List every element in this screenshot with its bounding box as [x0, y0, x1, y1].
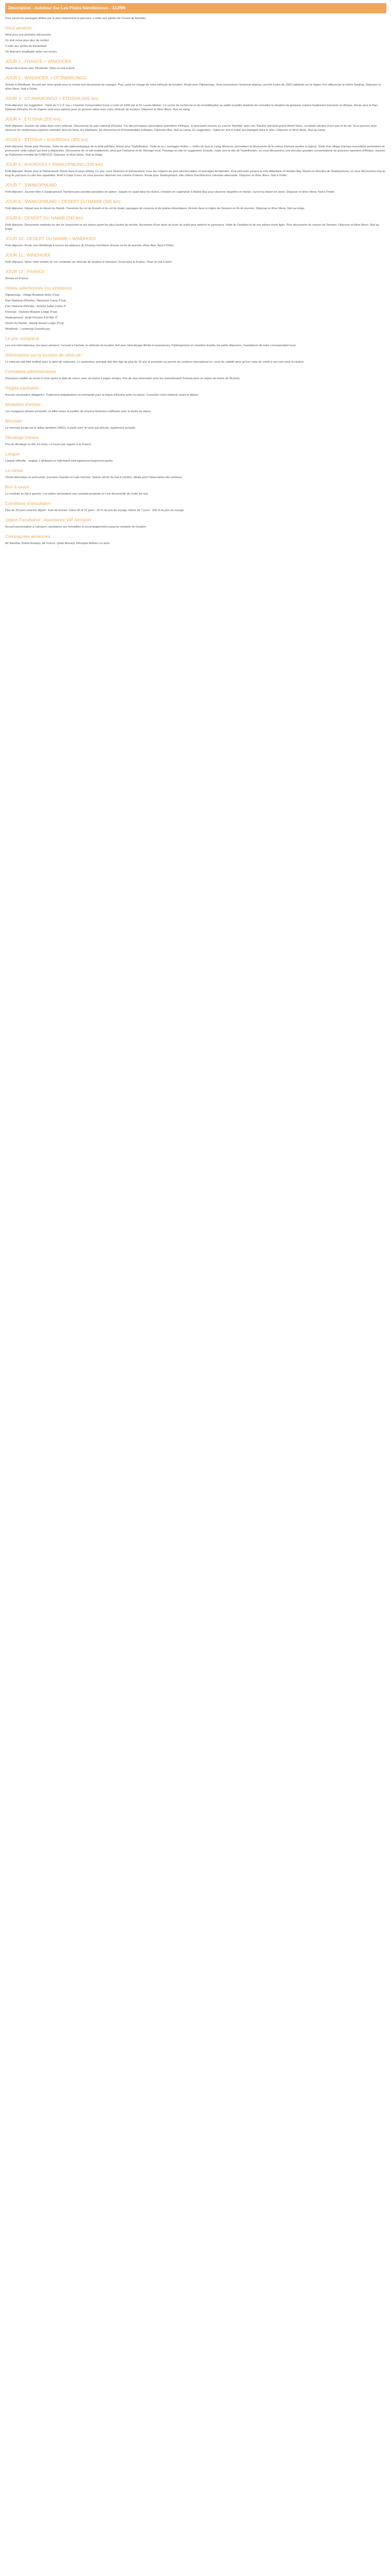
- day-text: Petit déjeuner. Route pour le Damaraland. Route dans le pays Himba. Ce jour, vous traversez le Damaraland, l'une des régions les plus spectaculaires et sauvages de Namibie. Puis poursuite jusqu'à la côte Atlantique et Henties Bay. Route en direction de Swakopmund, où vous découvrirez tout au long du parcours la côte des squelettes. Arrêt à Cape Cross, où vous pourrez observer une colonie d'otaries. Route pour Swakopmund, ville côtière d'architecture coloniale allemande. Déjeuner et dîner libres. Nuit à l'hôtel.: [5, 170, 386, 177]
- intro-line: Un 4x4 inclus pour plus de confort: [5, 39, 49, 42]
- intro-line: Idéal pour une première découverte: [5, 33, 51, 37]
- day-heading: JOUR 12 : FRANCE: [5, 269, 45, 274]
- section-heading: Conditions d'annulation: [5, 501, 51, 506]
- day-text: Petit déjeuner. Départ vers le désert du Namib. Traversée du col de Kuiseb et du col de Gaub, paysages de canyons et de plaines désertiques. Arrivée dans la région de Sesriem en fin de journée. Déjeuner et dîner libres. Nuit au lodge.: [5, 207, 305, 210]
- day-heading: JOUR 1 : FRANCE > WINDHOEK: [5, 59, 72, 64]
- section-text: Windhoek : Londiningi Guesthouse: [5, 328, 50, 331]
- section-text: Climat désertique et semi-aride, journées chaudes et nuits fraîches. Saison sèche de mai à octobre, idéale pour l'observation des animaux.: [5, 476, 183, 479]
- section-text: Désert du Namib : Namib Desert Lodge 3*sup: [5, 322, 64, 325]
- page-title-banner: Description - Autotour Sur Les Pistes Namibiennes - 12J/9N: [5, 3, 386, 13]
- section-heading: Le climat: [5, 468, 23, 473]
- day-text: Petit déjeuner. Journée libre à Swakopmund. Nombreuses activités possibles en option : balade en quad dans les dunes, croisière en catamaran à Walvis Bay pour observer dauphins et otaries, survol du désert en avion. Déjeuner et dîner libres. Nuit à l'hôtel.: [5, 191, 335, 194]
- day-text: Petit déjeuner. Selon votre horaire de vol, restitution du véhicule de location à l'aéroport. Envol pour la France. Dîner et nuit à bord.: [5, 261, 172, 264]
- day-heading: JOUR 3 : OTJIWARONGO > ETOSHA (400 km): [5, 96, 99, 101]
- day-text: Petit déjeuner. Journée de safari dans votre véhicule. Découverte du parc national d'Etosha, l'un des principaux sanctuaires animaliers d'Afrique, et ponctuant mesure où s'est le 'Namibie' avec son 'Etosha' principal grand désert blanc, un dépôt calcaire d'une pan et de sel. Vous pourrez ainsi observer de nombreuses espèces animales dont les lions, les éléphants, les rhinocéros et d'innombrables antilopes. Déjeuner libre. Nuit au camp. En suggestion : Safari en 4x4 le matin accompagné dans le parc. Déjeuner et dîner libres. Nuit au camp.: [5, 125, 377, 132]
- section-heading: Formalités administratives: [5, 369, 56, 374]
- section-heading: Option Facultative : Assistance VIP Aéroport: [5, 517, 91, 522]
- day-text: Arrivée à Windhoek. Accueil par notre guide pour la remise des documents de voyages. Puis, prise en charge de votre véhicule de location. Route pour Otjiwarongo. Vous traverserez l'immense plateau, perché à plus de 1500 habitants sur la région d'un affluent de la rivière Swakop. Déjeuner et dîner libres. Nuit à l'hôtel.: [5, 83, 381, 91]
- section-text: Les vols internationaux, les taxes aéroport, l'accueil à l'arrivée, le véhicule de location 4x4 avec kilométrage illimité et assurances, l'hébergement en chambre double, les petits déjeuners, l'assistance de notre correspondant local.: [5, 344, 297, 347]
- info-sections: [5, 285, 386, 546]
- page: [0, 0, 391, 552]
- day-heading: JOUR 11 : WINDHOEK: [5, 252, 51, 258]
- section-text: La monnaie locale est le dollar namibien (NAD), à parité avec le rand sud-africain, également accepté.: [5, 427, 136, 430]
- day-heading: JOUR 2 : WINDHOEK > OTJIWARONGO: [5, 75, 87, 80]
- section-heading: Décalage horaire: [5, 435, 39, 440]
- section-text: Parc National d'Etosha : Etosha Safari Camp 3*: [5, 305, 67, 308]
- intro-block: [5, 16, 386, 54]
- day-text: Petit déjeuner. En suggestion : Visite du C.C.F. (ou « Cheetah Conservation Fund ») créé en 1990 par le Dr. Laurie Marker. Ce centre de recherche et de sensibilisation au public à public destinée de connaître la situation du guépard, espèce hautement menacée en Afrique. Route pour le Parc National d'Etosha. En fin d'après-midi vous partirez pour un premier safari avec votre véhicule de location. Déjeuner et dîner libres. Nuit au camp.: [5, 104, 378, 111]
- section-text: Le véhicule doit être restitué avec le plein de carburant. Le conducteur principal doit être âgé de plus de 23 ans et posséder un permis de conduire international en cours de validité ainsi qu'une carte de crédit à son nom pour la caution.: [5, 361, 305, 364]
- day-heading: JOUR 8 : SWAKOPMUND > DESERT DU NAMIB (300 km): [5, 199, 121, 204]
- section-heading: Vous aimerez :: [5, 25, 35, 30]
- day-text: Départ de France pour Windhoek. Dîner et nuit à bord.: [5, 67, 75, 70]
- day-heading: JOUR 9 : DESERT DU NAMIB (240 km): [5, 215, 84, 221]
- day-heading: JOUR 6 : KHORIXAS > SWAKOPMUND (330 km): [5, 162, 103, 167]
- section-text: Passeport valable au moins 6 mois après la date de retour, avec au moins 3 pages vierges. Pas de visa nécessaire pour les ressortissants français pour un séjour de moins de 90 jours.: [5, 377, 241, 380]
- section-heading: Modalités d'entrée :: [5, 402, 43, 407]
- day-text: Petit déjeuner. Route pour Khorixas. Visite du site paléontologique de la forêt pétrifiée. Route pour Twyfelfontein. Visite de la « montagne brûlée », forêts de lave et Living Museum, permettant la découverte de la culture Damara (ambre à région). Visite d'un village Damara reconstitué permettant de promouvoir cette culture qui tend à disparaître. Découverte de ce site traditionnel, ainsi que l'artisanat et de l'élevage local. Passage au site en suggestion. Ensuite, route vers le site de Twyfelfontein, où vous découvrirez une des plus grandes concentrations de gravures rupestres d'Afrique, classée au Patrimoine mondial de l'UNESCO. Déjeuner et dîner libres. Nuit au lodge.: [5, 145, 385, 157]
- section-text: Air Namibia, British Airways, Air France, Qatar Airways, Ethiopian Airlines ou autre.: [5, 542, 111, 545]
- section-heading: Informations sur la location de véhicule :: [5, 352, 84, 358]
- section-heading: Bon à savoir: [5, 484, 30, 489]
- day-heading: JOUR 7 : SWAKOPMUND: [5, 182, 57, 188]
- intro-line: 2 nuits aux portes du Kaokoland: [5, 45, 46, 48]
- itinerary: [5, 58, 386, 281]
- section-heading: Le prix comprend: [5, 336, 39, 341]
- section-text: Les voyageurs doivent présenter un billet retour et justifier de moyens financiers suffisants pour la durée du séjour.: [5, 410, 152, 413]
- day-heading: JOUR 10 : DESERT DU NAMIB > WINDHOEK: [5, 236, 96, 241]
- section-text: Aucune vaccination obligatoire. Traitement antipaludéen recommandé pour la région d'Etosha selon la saison. Consultez votre médecin avant le départ.: [5, 394, 199, 397]
- section-heading: Monnaie: [5, 418, 22, 423]
- day-heading: JOUR 4 : ETOSHA (200 km): [5, 116, 61, 122]
- section-text: Parc National d'Etosha : Namutoni Camp 3*sup: [5, 299, 66, 302]
- section-text: La conduite se fait à gauche. Les pistes nécessitent une conduite prudente et il est déconseillé de rouler de nuit.: [5, 493, 149, 496]
- section-heading: Langue: [5, 451, 20, 456]
- day-text: Petit déjeuner. Route vers Windhoek à travers les plateaux du Khomas Hochland. Arrivée en fin de journée, dîner libre. Nuit à l'hôtel.: [5, 244, 174, 247]
- section-text: Swakopmund : Hotel Pension A la Mer 3*: [5, 316, 58, 319]
- section-text: Pas de décalage en été. En hiver, +1 heure par rapport à la France.: [5, 443, 92, 446]
- intro-line: Un itinéraire modifiable selon vos envies: [5, 50, 57, 54]
- day-text: Arrivée en France.: [5, 277, 29, 280]
- section-text: Plus de 30 jours avant le départ : frais de dossier. Entre 30 et 21 jours : 25 % du prix du voyage. Moins de 7 jours : 100 % du prix du voyage.: [5, 509, 185, 512]
- intro-line: Pour suivre les passages définis par le plan notamment et parcourir, il veille aux parties de l'Ouest de Namibie.: [5, 17, 146, 20]
- day-heading: JOUR 5 : ETOSHA > KHORIXAS (355 km): [5, 137, 89, 142]
- section-text: Accueil personnalisé à l'aéroport, assistance aux formalités et accompagnement jusqu'au comptoir de location.: [5, 526, 147, 529]
- section-heading: Règles sanitaires :: [5, 385, 41, 391]
- section-text: Khorixas : Damara Mopane Lodge 3*sup: [5, 311, 58, 314]
- day-text: Petit déjeuner. Découverte matinale du site de Sossusvlei et ses dunes parmi les plus hautes du monde. Ascension d'une dune au lever du soleil pour admirer le panorama. Visite du Deadvlei et de ses arbres morts figés. Puis découverte du canyon de Sesriem. Déjeuner et dîner libres. Nuit au lodge.: [5, 224, 379, 231]
- section-text: Langue officielle : anglais. L'afrikaans et l'allemand sont également largement parlés.: [5, 460, 114, 463]
- section-heading: Hôtels sélectionnés (ou similaires) :: [5, 285, 74, 291]
- section-text: Otjiwarongo : Village Boutique Hotel 3*sup: [5, 294, 60, 297]
- section-heading: Compagnies aériennes: [5, 534, 51, 539]
